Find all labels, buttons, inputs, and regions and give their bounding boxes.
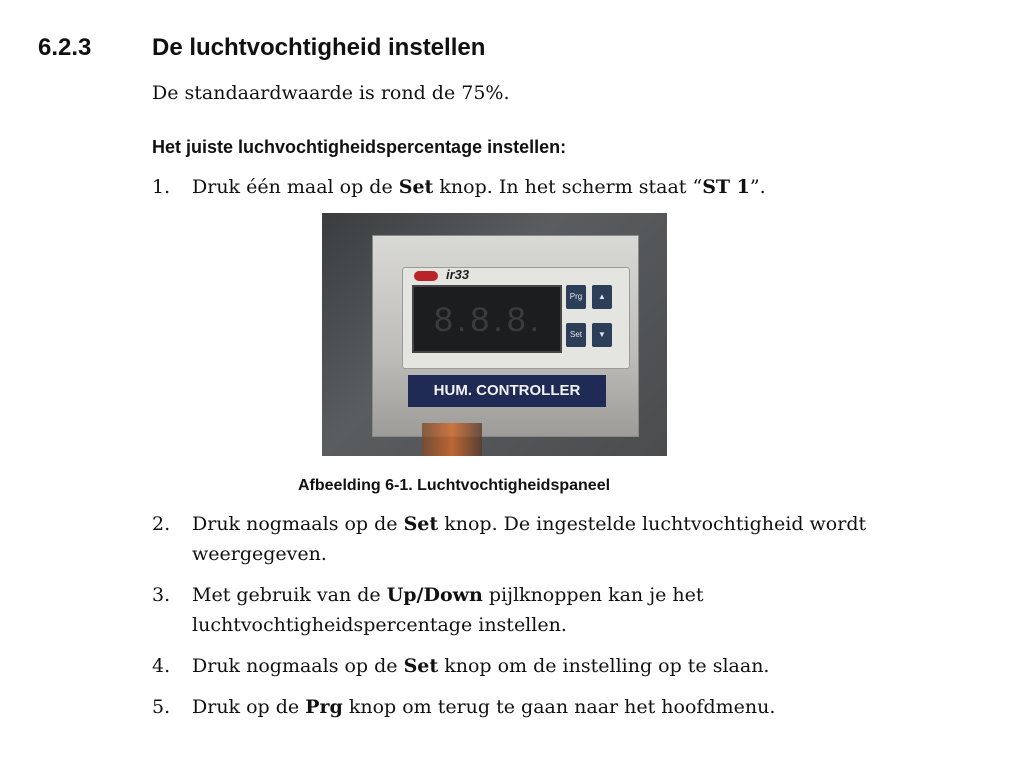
step-number: 5.	[152, 696, 171, 718]
lcd-display	[412, 285, 562, 353]
step-3	[152, 580, 952, 640]
step-2	[152, 509, 952, 569]
wires	[422, 423, 482, 456]
set-key: Set	[566, 323, 586, 347]
step-text: Druk op de Prg knop om terug te gaan naar het hoofdmenu.	[192, 696, 776, 718]
step-number: 1.	[152, 176, 171, 198]
step-number: 4.	[152, 655, 171, 677]
step-text: Druk nogmaals op de Set knop. De ingestelde luchtvochtigheid wordt weergegeven.	[192, 513, 867, 565]
step-4	[152, 651, 952, 681]
lcd-digits: 8.8.8.	[434, 301, 544, 339]
hum-controller-label: HUM. CONTROLLER	[408, 375, 606, 407]
step-5	[152, 692, 952, 722]
brand-name: ir33	[446, 267, 470, 282]
step-text: Druk nogmaals op de Set knop om de instelling op te slaan.	[192, 655, 770, 677]
step-1	[152, 172, 952, 202]
step-number: 2.	[152, 513, 171, 535]
brand-logo	[414, 271, 438, 281]
down-arrow-key-icon: ▼	[592, 323, 612, 347]
intro-text: De standaardwaarde is rond de 75%.	[152, 82, 510, 104]
humidity-panel-photo	[322, 213, 667, 456]
figure-caption: Afbeelding 6-1. Luchtvochtigheidspaneel	[298, 477, 611, 494]
step-text: Druk één maal op de Set knop. In het scherm staat “ST 1”.	[192, 176, 766, 198]
section-title: De luchtvochtigheid instellen	[152, 34, 486, 61]
step-text: Met gebruik van de Up/Down pijlknoppen kan je het luchtvochtigheidspercentage instellen.	[192, 584, 704, 636]
step-number: 3.	[152, 584, 171, 606]
section-number: 6.2.3	[38, 34, 92, 61]
prg-key: Prg	[566, 285, 586, 309]
up-arrow-key-icon: ▲	[592, 285, 612, 309]
subheading: Het juiste luchvochtigheidspercentage instellen:	[152, 137, 567, 157]
